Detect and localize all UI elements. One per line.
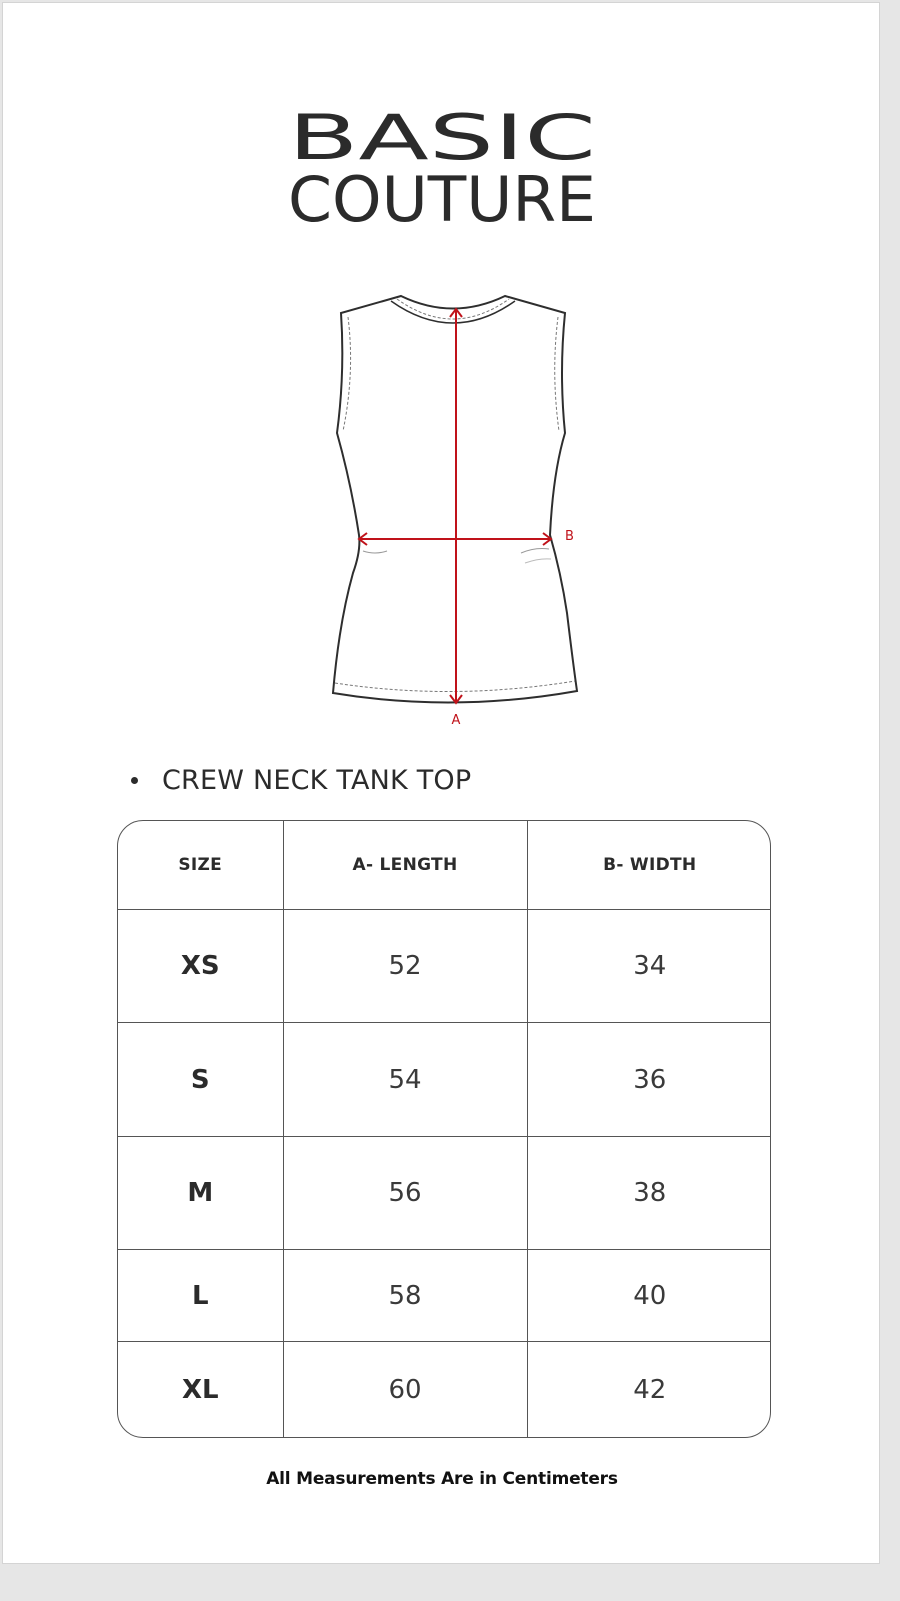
size-table-container	[117, 820, 771, 1438]
product-title-line	[131, 760, 471, 800]
length-cell: 54	[283, 1023, 527, 1136]
width-label: B	[565, 529, 574, 544]
header-size: SIZE	[118, 821, 283, 910]
length-cell: 52	[283, 910, 527, 1023]
width-cell: 34	[527, 910, 771, 1023]
measurement-note: All Measurements Are in Centimeters	[266, 1469, 618, 1489]
length-cell: 56	[283, 1136, 527, 1249]
brand-logo-wordmark	[282, 101, 602, 231]
width-cell: 36	[527, 1023, 771, 1136]
size-cell: S	[118, 1023, 283, 1136]
header-width: B- WIDTH	[527, 821, 771, 910]
table-row	[118, 910, 771, 1023]
table-row	[118, 1136, 771, 1249]
brand-line-2: COUTURE	[288, 163, 596, 231]
length-cell: 58	[283, 1250, 527, 1342]
table-row	[118, 1023, 771, 1136]
brand-logo	[3, 101, 881, 231]
length-label: A	[451, 713, 461, 728]
size-table	[118, 821, 771, 1437]
table-row	[118, 1342, 771, 1437]
size-cell: M	[118, 1136, 283, 1249]
header-length: A- LENGTH	[283, 821, 527, 910]
size-cell: XL	[118, 1342, 283, 1437]
brand-line-1: BASIC	[288, 101, 596, 174]
table-header-row	[118, 821, 771, 910]
bullet-icon	[131, 777, 138, 784]
size-cell: XS	[118, 910, 283, 1023]
tank-top-diagram	[303, 283, 603, 733]
size-cell: L	[118, 1250, 283, 1342]
width-cell: 42	[633, 1374, 667, 1405]
product-name: CREW NECK TANK TOP	[162, 764, 472, 796]
size-chart-page	[2, 2, 880, 1564]
length-cell: 60	[283, 1342, 527, 1437]
table-row	[118, 1250, 771, 1342]
width-cell: 40	[527, 1250, 771, 1342]
width-cell: 38	[527, 1136, 771, 1249]
